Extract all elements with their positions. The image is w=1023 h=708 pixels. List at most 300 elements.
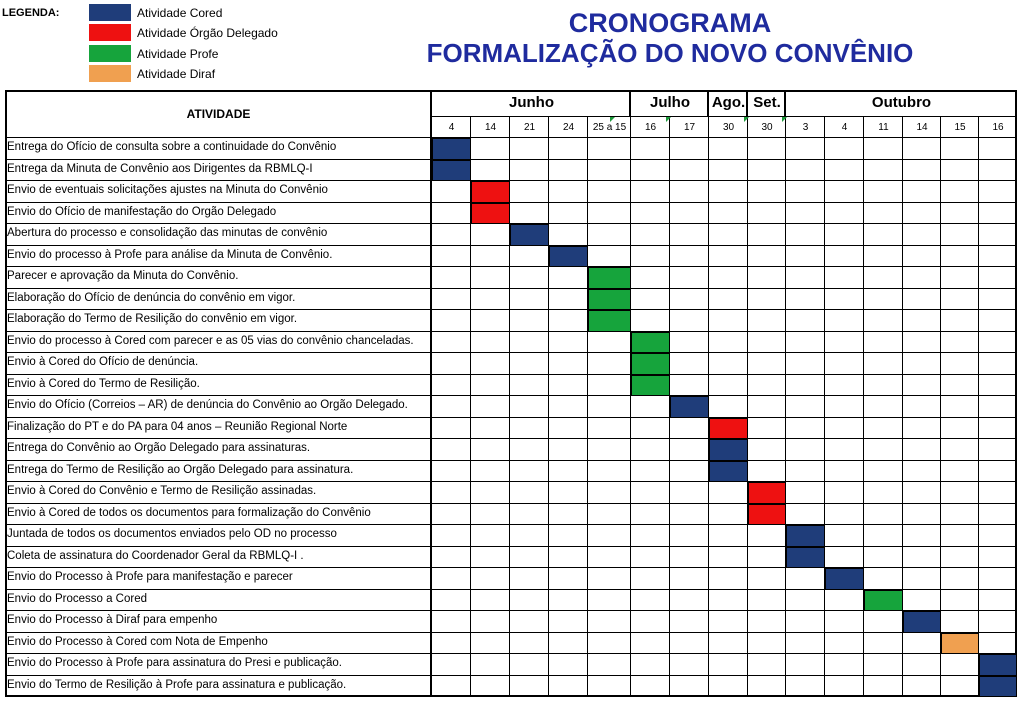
schedule-cell: [941, 224, 979, 246]
schedule-cell: [941, 654, 979, 676]
schedule-cell: [709, 504, 748, 526]
schedule-cell: [941, 396, 979, 418]
activity-cell: [5, 310, 432, 332]
schedule-cell: [471, 138, 510, 160]
schedule-cell: [903, 246, 941, 268]
schedule-cell: [631, 396, 670, 418]
schedule-cell: [549, 611, 588, 633]
schedule-bar: [709, 439, 748, 461]
schedule-cell: [588, 568, 631, 590]
schedule-cell: [471, 267, 510, 289]
schedule-cell: [432, 246, 471, 268]
schedule-cell: [941, 310, 979, 332]
schedule-cell: [432, 525, 471, 547]
day-header-10: [786, 117, 825, 138]
day-header-11: [825, 117, 864, 138]
activity-cell: [5, 396, 432, 418]
schedule-cell: [432, 633, 471, 655]
schedule-cell: [432, 568, 471, 590]
schedule-bar: [709, 418, 748, 440]
day-header-15: [979, 117, 1017, 138]
schedule-cell: [510, 461, 549, 483]
schedule-cell: [549, 482, 588, 504]
schedule-cell: [432, 332, 471, 354]
schedule-bar: [588, 267, 631, 289]
schedule-cell: [510, 310, 549, 332]
schedule-cell: [588, 418, 631, 440]
schedule-cell: [588, 203, 631, 225]
schedule-cell: [786, 332, 825, 354]
schedule-cell: [432, 267, 471, 289]
schedule-cell: [432, 310, 471, 332]
schedule-cell: [709, 654, 748, 676]
schedule-bar: [979, 676, 1017, 698]
schedule-cell: [825, 375, 864, 397]
schedule-cell: [903, 289, 941, 311]
schedule-cell: [825, 181, 864, 203]
schedule-cell: [631, 289, 670, 311]
schedule-cell: [825, 418, 864, 440]
schedule-cell: [786, 267, 825, 289]
schedule-cell: [432, 418, 471, 440]
schedule-cell: [471, 396, 510, 418]
schedule-cell: [588, 224, 631, 246]
schedule-cell: [549, 375, 588, 397]
activity-label: Parecer e aprovação da Minuta do Convênio.: [7, 270, 239, 282]
schedule-cell: [709, 289, 748, 311]
schedule-cell: [631, 676, 670, 698]
schedule-cell: [631, 418, 670, 440]
schedule-cell: [631, 568, 670, 590]
schedule-bar: [748, 504, 786, 526]
schedule-cell: [510, 676, 549, 698]
schedule-cell: [471, 676, 510, 698]
schedule-cell: [786, 353, 825, 375]
schedule-cell: [941, 568, 979, 590]
schedule-cell: [825, 203, 864, 225]
schedule-cell: [432, 482, 471, 504]
schedule-cell: [588, 353, 631, 375]
schedule-cell: [670, 654, 709, 676]
schedule-cell: [709, 267, 748, 289]
schedule-cell: [709, 525, 748, 547]
schedule-cell: [709, 482, 748, 504]
schedule-cell: [510, 504, 549, 526]
schedule-cell: [709, 181, 748, 203]
schedule-cell: [864, 504, 903, 526]
schedule-cell: [979, 482, 1017, 504]
schedule-bar: [631, 353, 670, 375]
schedule-cell: [549, 181, 588, 203]
schedule-cell: [549, 203, 588, 225]
schedule-cell: [941, 267, 979, 289]
schedule-cell: [941, 547, 979, 569]
schedule-bar: [864, 590, 903, 612]
schedule-cell: [941, 461, 979, 483]
schedule-cell: [549, 332, 588, 354]
schedule-cell: [979, 267, 1017, 289]
day-header-7: [670, 117, 709, 138]
schedule-cell: [432, 181, 471, 203]
schedule-cell: [670, 504, 709, 526]
schedule-bar: [588, 289, 631, 311]
day-header-14: [941, 117, 979, 138]
schedule-cell: [471, 353, 510, 375]
schedule-cell: [825, 504, 864, 526]
schedule-cell: [748, 590, 786, 612]
schedule-cell: [941, 439, 979, 461]
schedule-cell: [941, 611, 979, 633]
schedule-cell: [670, 418, 709, 440]
legend-label-cored: Atividade Cored: [137, 6, 223, 20]
schedule-cell: [432, 547, 471, 569]
schedule-cell: [786, 310, 825, 332]
schedule-bar: [825, 568, 864, 590]
schedule-cell: [979, 160, 1017, 182]
schedule-cell: [631, 439, 670, 461]
schedule-cell: [979, 547, 1017, 569]
schedule-cell: [864, 267, 903, 289]
schedule-cell: [748, 633, 786, 655]
schedule-cell: [709, 375, 748, 397]
day-label: 24: [562, 122, 575, 133]
schedule-cell: [864, 461, 903, 483]
schedule-cell: [549, 504, 588, 526]
schedule-cell: [979, 418, 1017, 440]
schedule-cell: [588, 439, 631, 461]
schedule-cell: [432, 396, 471, 418]
activity-label: Coleta de assinatura do Coordenador Geral da RBMLQ-I .: [7, 549, 304, 562]
schedule-cell: [510, 482, 549, 504]
schedule-cell: [786, 676, 825, 698]
day-label: 11: [878, 122, 889, 133]
activity-label: Entrega do Termo de Resilição ao Órgão Delegado para assinatura.: [7, 463, 354, 476]
activity-cell: [5, 654, 432, 676]
schedule-cell: [510, 590, 549, 612]
schedule-cell: [903, 353, 941, 375]
schedule-cell: [432, 203, 471, 225]
schedule-cell: [510, 611, 549, 633]
schedule-cell: [670, 246, 709, 268]
schedule-cell: [631, 547, 670, 569]
activity-cell: [5, 504, 432, 526]
schedule-cell: [748, 461, 786, 483]
day-label: 14: [484, 122, 497, 133]
schedule-cell: [549, 418, 588, 440]
schedule-bar: [510, 224, 549, 246]
schedule-cell: [631, 160, 670, 182]
schedule-cell: [941, 482, 979, 504]
schedule-cell: [864, 310, 903, 332]
month-label: Ago.: [711, 94, 746, 111]
activity-cell: [5, 439, 432, 461]
schedule-cell: [631, 181, 670, 203]
schedule-cell: [979, 138, 1017, 160]
schedule-cell: [786, 654, 825, 676]
schedule-cell: [903, 439, 941, 461]
activity-label: Entrega da Minuta de Convênio aos Dirigentes da RBMLQ-I: [7, 162, 313, 175]
schedule-cell: [825, 590, 864, 612]
schedule-cell: [941, 203, 979, 225]
schedule-cell: [670, 267, 709, 289]
schedule-cell: [510, 439, 549, 461]
day-label: 15: [954, 122, 966, 133]
schedule-cell: [631, 633, 670, 655]
schedule-cell: [903, 310, 941, 332]
schedule-cell: [864, 418, 903, 440]
schedule-cell: [903, 568, 941, 590]
activity-cell: [5, 375, 432, 397]
schedule-cell: [670, 439, 709, 461]
schedule-cell: [670, 224, 709, 246]
schedule-cell: [786, 138, 825, 160]
schedule-cell: [786, 590, 825, 612]
schedule-bar: [941, 633, 979, 655]
activity-label: Envio do processo à Cored com parecer e as 05 vias do convênio chanceladas.: [7, 334, 414, 347]
schedule-bar: [786, 525, 825, 547]
activity-cell: [5, 568, 432, 590]
schedule-cell: [549, 138, 588, 160]
schedule-cell: [825, 353, 864, 375]
schedule-cell: [979, 461, 1017, 483]
schedule-cell: [786, 418, 825, 440]
schedule-cell: [670, 310, 709, 332]
day-header-9: [748, 117, 786, 138]
schedule-cell: [903, 525, 941, 547]
activity-label: Envio do Termo de Resilição à Profe para assinatura e publicação.: [7, 678, 347, 691]
schedule-cell: [903, 504, 941, 526]
schedule-cell: [510, 353, 549, 375]
schedule-cell: [471, 375, 510, 397]
schedule-cell: [825, 160, 864, 182]
schedule-cell: [903, 375, 941, 397]
schedule-cell: [670, 181, 709, 203]
schedule-bar: [549, 246, 588, 268]
schedule-cell: [588, 160, 631, 182]
day-label: 21: [523, 122, 536, 133]
schedule-cell: [979, 590, 1017, 612]
schedule-cell: [510, 418, 549, 440]
schedule-cell: [588, 138, 631, 160]
schedule-cell: [903, 590, 941, 612]
schedule-cell: [903, 461, 941, 483]
schedule-cell: [631, 504, 670, 526]
month-header-3: [709, 90, 748, 117]
schedule-cell: [786, 289, 825, 311]
schedule-cell: [941, 289, 979, 311]
schedule-cell: [432, 654, 471, 676]
activity-cell: [5, 353, 432, 375]
schedule-cell: [471, 654, 510, 676]
schedule-cell: [941, 375, 979, 397]
schedule-cell: [471, 160, 510, 182]
schedule-cell: [941, 160, 979, 182]
schedule-cell: [864, 181, 903, 203]
schedule-cell: [588, 461, 631, 483]
schedule-cell: [864, 353, 903, 375]
schedule-cell: [510, 181, 549, 203]
schedule-cell: [941, 504, 979, 526]
schedule-cell: [748, 181, 786, 203]
schedule-cell: [549, 547, 588, 569]
day-header-13: [903, 117, 941, 138]
schedule-cell: [709, 590, 748, 612]
schedule-cell: [786, 461, 825, 483]
activity-label: Envio do Ofício de manifestação do Órgão Delegado: [7, 205, 277, 218]
day-label: 25 a 15: [592, 122, 627, 133]
schedule-cell: [864, 289, 903, 311]
comment-marker-icon: [610, 117, 615, 122]
schedule-cell: [941, 353, 979, 375]
schedule-cell: [670, 375, 709, 397]
schedule-cell: [825, 611, 864, 633]
legend-label-diraf: Atividade Diraf: [137, 67, 216, 81]
schedule-cell: [941, 525, 979, 547]
legend-title: LEGENDA:: [2, 7, 60, 19]
schedule-bar: [471, 203, 510, 225]
schedule-bar: [631, 332, 670, 354]
schedule-cell: [825, 310, 864, 332]
schedule-cell: [709, 160, 748, 182]
schedule-cell: [864, 568, 903, 590]
schedule-cell: [748, 332, 786, 354]
schedule-cell: [748, 160, 786, 182]
schedule-cell: [631, 246, 670, 268]
schedule-cell: [432, 676, 471, 698]
schedule-cell: [748, 310, 786, 332]
schedule-cell: [631, 461, 670, 483]
month-header-2: [631, 90, 709, 117]
activity-label: Entrega do Ofício de consulta sobre a continuidade do Convênio: [7, 141, 337, 153]
activity-label: Envio do Processo à Profe para assinatura do Presi e publicação.: [7, 657, 342, 669]
schedule-cell: [670, 611, 709, 633]
schedule-bar: [709, 461, 748, 483]
comment-marker-icon: [744, 117, 749, 122]
activity-cell: [5, 332, 432, 354]
day-header-2: [471, 117, 510, 138]
schedule-cell: [786, 375, 825, 397]
schedule-cell: [549, 160, 588, 182]
schedule-cell: [510, 138, 549, 160]
schedule-cell: [903, 267, 941, 289]
schedule-cell: [471, 418, 510, 440]
activity-cell: [5, 181, 432, 203]
schedule-cell: [588, 375, 631, 397]
schedule-cell: [941, 181, 979, 203]
day-header-3: [510, 117, 549, 138]
schedule-cell: [825, 332, 864, 354]
schedule-cell: [588, 611, 631, 633]
schedule-cell: [864, 482, 903, 504]
schedule-cell: [825, 525, 864, 547]
schedule-cell: [748, 375, 786, 397]
activity-cell: [5, 461, 432, 483]
schedule-cell: [471, 439, 510, 461]
title-line-2: FORMALIZAÇÃO DO NOVO CONVÊNIO: [426, 38, 914, 68]
schedule-cell: [549, 676, 588, 698]
schedule-cell: [941, 332, 979, 354]
schedule-cell: [432, 504, 471, 526]
schedule-cell: [588, 482, 631, 504]
schedule-cell: [864, 138, 903, 160]
schedule-cell: [825, 267, 864, 289]
activity-label: Elaboração do Ofício de denúncia do convênio em vigor.: [7, 291, 296, 304]
schedule-cell: [549, 289, 588, 311]
schedule-cell: [471, 246, 510, 268]
schedule-cell: [471, 289, 510, 311]
title-line-1: CRONOGRAMA: [568, 8, 772, 38]
schedule-cell: [432, 289, 471, 311]
schedule-cell: [709, 611, 748, 633]
schedule-cell: [786, 633, 825, 655]
schedule-cell: [549, 224, 588, 246]
schedule-cell: [825, 396, 864, 418]
schedule-cell: [979, 289, 1017, 311]
schedule-cell: [670, 138, 709, 160]
activity-cell: [5, 676, 432, 698]
schedule-cell: [471, 482, 510, 504]
schedule-cell: [903, 633, 941, 655]
day-header-8: [709, 117, 748, 138]
schedule-cell: [941, 676, 979, 698]
schedule-cell: [510, 396, 549, 418]
legend-label-profe: Atividade Profe: [137, 47, 219, 61]
schedule-cell: [903, 203, 941, 225]
legend-label-orgao-delegado: Atividade Órgão Delegado: [137, 26, 278, 40]
day-label: 17: [683, 122, 696, 133]
activity-header-cell: [5, 90, 432, 138]
schedule-cell: [864, 246, 903, 268]
activity-cell: [5, 224, 432, 246]
schedule-cell: [549, 654, 588, 676]
schedule-cell: [825, 676, 864, 698]
schedule-cell: [588, 590, 631, 612]
schedule-cell: [979, 224, 1017, 246]
schedule-cell: [864, 160, 903, 182]
schedule-cell: [631, 590, 670, 612]
schedule-cell: [709, 676, 748, 698]
activity-cell: [5, 547, 432, 569]
activity-label: Envio do Ofício (Correios – AR) de denúncia do Convênio ao Órgão Delegado.: [7, 399, 408, 411]
activity-label: Envio do Processo à Diraf para empenho: [7, 614, 218, 626]
month-label: Julho: [650, 94, 690, 111]
schedule-cell: [748, 418, 786, 440]
schedule-bar: [903, 611, 941, 633]
schedule-cell: [903, 654, 941, 676]
schedule-cell: [825, 461, 864, 483]
schedule-cell: [786, 568, 825, 590]
schedule-cell: [825, 547, 864, 569]
schedule-cell: [786, 482, 825, 504]
schedule-cell: [748, 289, 786, 311]
schedule-cell: [825, 439, 864, 461]
schedule-cell: [631, 611, 670, 633]
schedule-cell: [471, 224, 510, 246]
schedule-cell: [510, 160, 549, 182]
schedule-cell: [588, 332, 631, 354]
schedule-cell: [903, 482, 941, 504]
schedule-cell: [786, 439, 825, 461]
schedule-cell: [903, 181, 941, 203]
schedule-cell: [510, 267, 549, 289]
schedule-cell: [786, 611, 825, 633]
schedule-cell: [864, 654, 903, 676]
schedule-cell: [670, 289, 709, 311]
schedule-bar: [432, 160, 471, 182]
schedule-cell: [510, 525, 549, 547]
day-label: 30: [722, 122, 735, 133]
schedule-cell: [903, 138, 941, 160]
